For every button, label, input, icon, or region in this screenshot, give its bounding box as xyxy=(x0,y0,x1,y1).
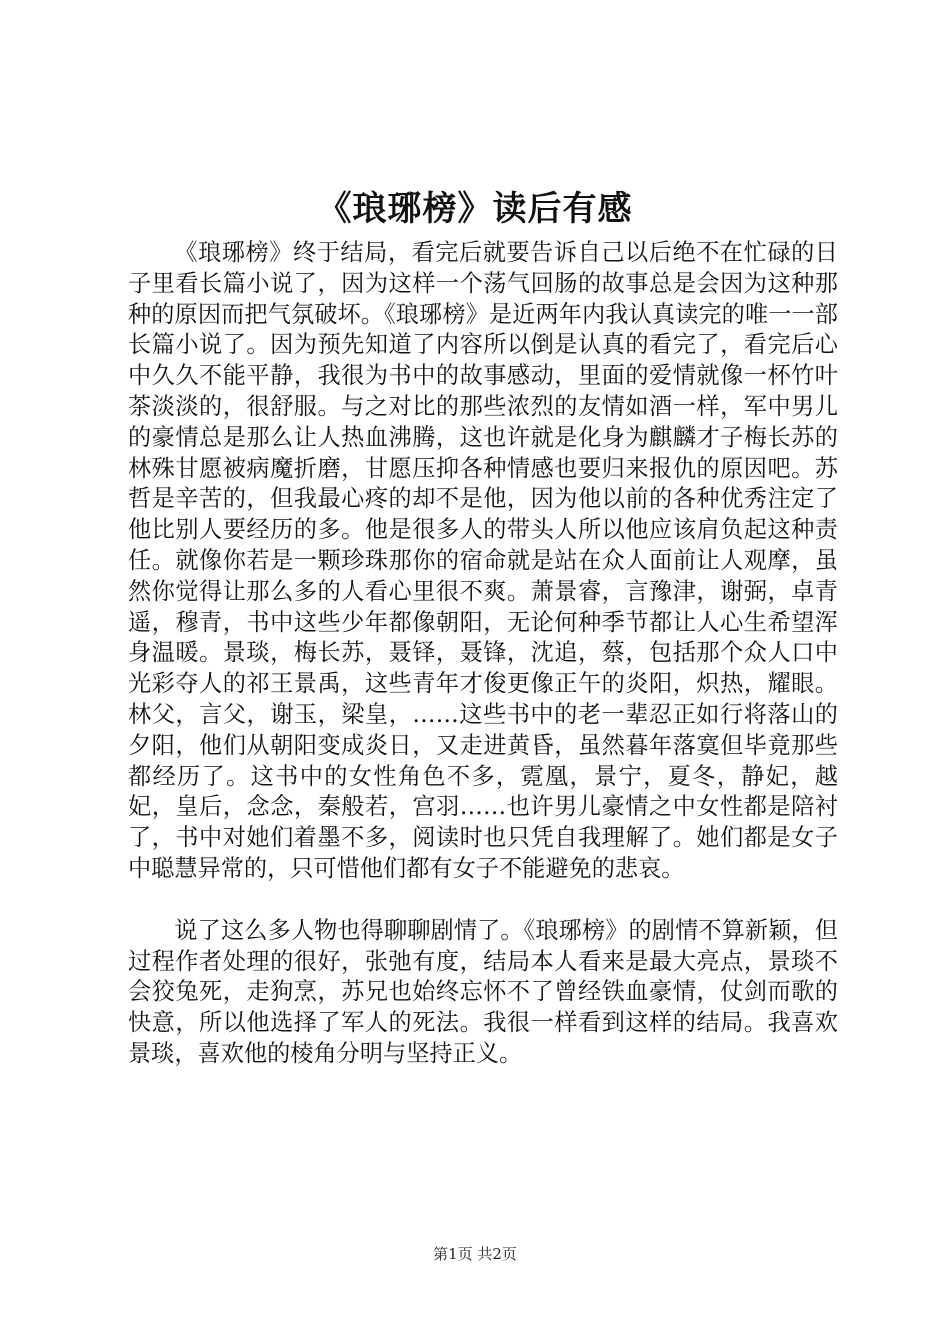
paragraph-1: 《琅琊榜》终于结局，看完后就要告诉自己以后绝不在忙碌的日子里看长篇小说了，因为这样一个荡气回肠的故事总是会因为这种那种的原因而把气氛破坏。《琅琊榜》是近两年内我认真读完的唯一一部长篇小说了。因为预先知道了内容所以倒是认真的看完了，看完后心中久久不能平静，我很为书中的故事感动，里面的爱情就像一杯竹叶茶淡淡的，很舒服。与之对比的那些浓烈的友情如酒一样，军中男儿的豪情总是那么让人热血沸腾，这也许就是化身为麒麟才子梅长苏的林殊甘愿被病魔折磨，甘愿压抑各种情感也要归来报仇的原因吧。苏哲是辛苦的，但我最心疼的却不是他，因为他以前的各种优秀注定了他比别人要经历的多。他是很多人的带头人所以他应该肩负起这种责任。就像你若是一颗珍珠那你的宿命就是站在众人面前让人观摩，虽然你觉得让那么多的人看心里很不爽。萧景睿，言豫津，谢弼，卓青遥，穆青，书中这些少年都像朝阳，无论何种季节都让人心生希望浑身温暖。景琰，梅长苏，聂铎，聂锋，沈追，蔡，包括那个众人口中光彩夺人的祁王景禹，这些青年才俊更像正午的炎阳，炽热，耀眼。林父，言父，谢玉，梁皇，……这些书中的老一辈忍正如行将落山的夕阳，他们从朝阳变成炎日，又走进黄昏，虽然暮年落寞但毕竟那些都经历了。这书中的女性角色不多，霓凰，景宁，夏冬，静妃，越妃，皇后，念念，秦般若，宫羽……也许男儿豪情之中女性都是陪衬了，书中对她们着墨不多，阅读时也只凭自我理解了。她们都是女子中聪慧异常的，只可惜他们都有女子不能避免的悲哀。 xyxy=(128,239,838,882)
document-body xyxy=(128,238,838,1070)
paragraph-2: 说了这么多人物也得聊聊剧情了。《琅琊榜》的剧情不算新颖，但过程作者处理的很好，张弛有度，结局本人看来是最大亮点，景琰不会狡兔死，走狗烹，苏兄也始终忘怀不了曾经铁血豪情，仗剑而歌的快意，所以他选择了军人的死法。我很一样看到这样的结局。我喜欢景琰，喜欢他的棱角分明与坚持正义。 xyxy=(128,916,838,1067)
page-footer: 第1页 共2页 xyxy=(433,1245,517,1263)
document-title: 《琅琊榜》读后有感 xyxy=(317,189,633,229)
